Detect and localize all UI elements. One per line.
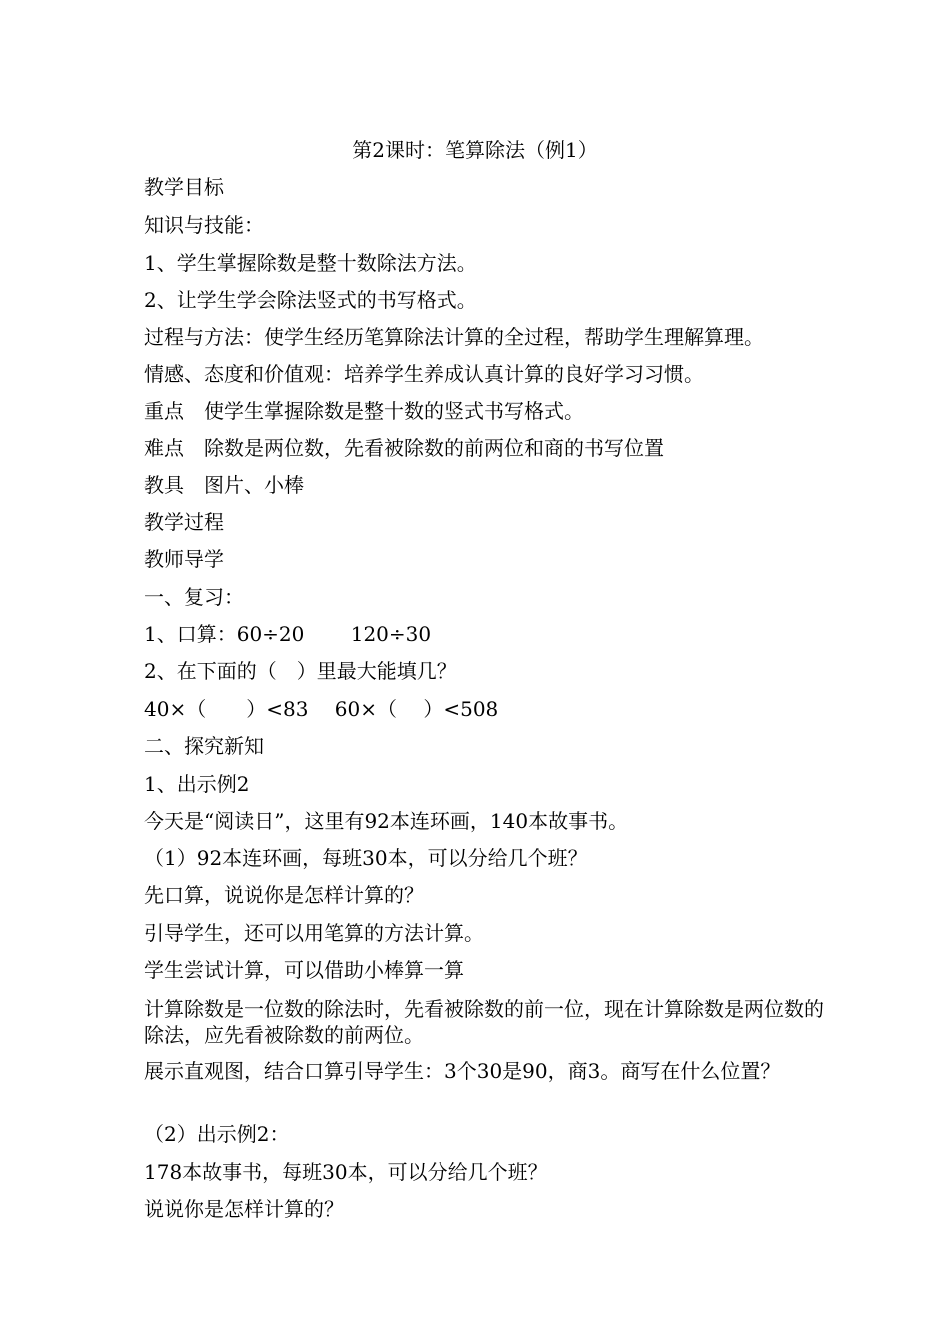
text-line-question-2: 178本故事书，每班30本，可以分给几个班？ [144, 1160, 548, 1184]
text-paragraph-divisor-rule: 计算除数是一位数的除法时，先看被除数的前一位，现在计算除数是两位数的除法，应先看被除数的前两位。 [144, 997, 824, 1047]
text-line-reading-day: 今天是“阅读日”，这里有92本连环画，140本故事书。 [144, 809, 629, 833]
text-line-oral-calc: 1、口算：60÷20 120÷30 [144, 622, 432, 646]
text-line-fill-blank-question: 2、在下面的（ ）里最大能填几？ [144, 659, 457, 683]
text-line-goal-1: 1、学生掌握除数是整十数除法方法。 [144, 251, 477, 275]
text-line-emotion-attitude: 情感、态度和价值观：培养学生养成认真计算的良好学习习惯。 [144, 362, 704, 386]
text-line-teaching-goals: 教学目标 [144, 175, 224, 199]
text-line-explore-heading: 二、探究新知 [144, 734, 264, 758]
text-line-example-2: 1、出示例2 [144, 772, 250, 796]
text-line-difficulty: 难点 除数是两位数，先看被除数的前两位和商的书写位置 [144, 436, 664, 460]
text-line-oral-first: 先口算，说说你是怎样计算的？ [144, 883, 424, 907]
text-line-explain: 说说你是怎样计算的？ [144, 1197, 344, 1221]
text-line-guide-written: 引导学生，还可以用笔算的方法计算。 [144, 921, 484, 945]
text-line-process-method: 过程与方法：使学生经历笔算除法计算的全过程，帮助学生理解算理。 [144, 325, 764, 349]
text-line-teaching-aids: 教具 图片、小棒 [144, 473, 304, 497]
page-title: 第2课时：笔算除法（例1） [352, 138, 598, 162]
text-line-goal-2: 2、让学生学会除法竖式的书写格式。 [144, 288, 477, 312]
text-line-knowledge-skills: 知识与技能： [144, 213, 264, 237]
text-line-question-2-heading: （2）出示例2： [144, 1122, 290, 1146]
text-line-fill-blank-expressions: 40×（ ）<83 60×（ ）<508 [144, 697, 499, 721]
text-line-review-heading: 一、复习： [144, 585, 244, 609]
text-paragraph-visual-diagram: 展示直观图，结合口算引导学生：3个30是90，商3。商写在什么位置？ [144, 1059, 781, 1083]
text-line-question-1: （1）92本连环画，每班30本，可以分给几个班？ [144, 846, 588, 870]
text-line-teacher-guide: 教师导学 [144, 547, 224, 571]
text-line-teaching-process: 教学过程 [144, 510, 224, 534]
text-line-key-point: 重点 使学生掌握除数是整十数的竖式书写格式。 [144, 399, 584, 423]
text-line-student-try: 学生尝试计算，可以借助小棒算一算 [144, 958, 464, 982]
